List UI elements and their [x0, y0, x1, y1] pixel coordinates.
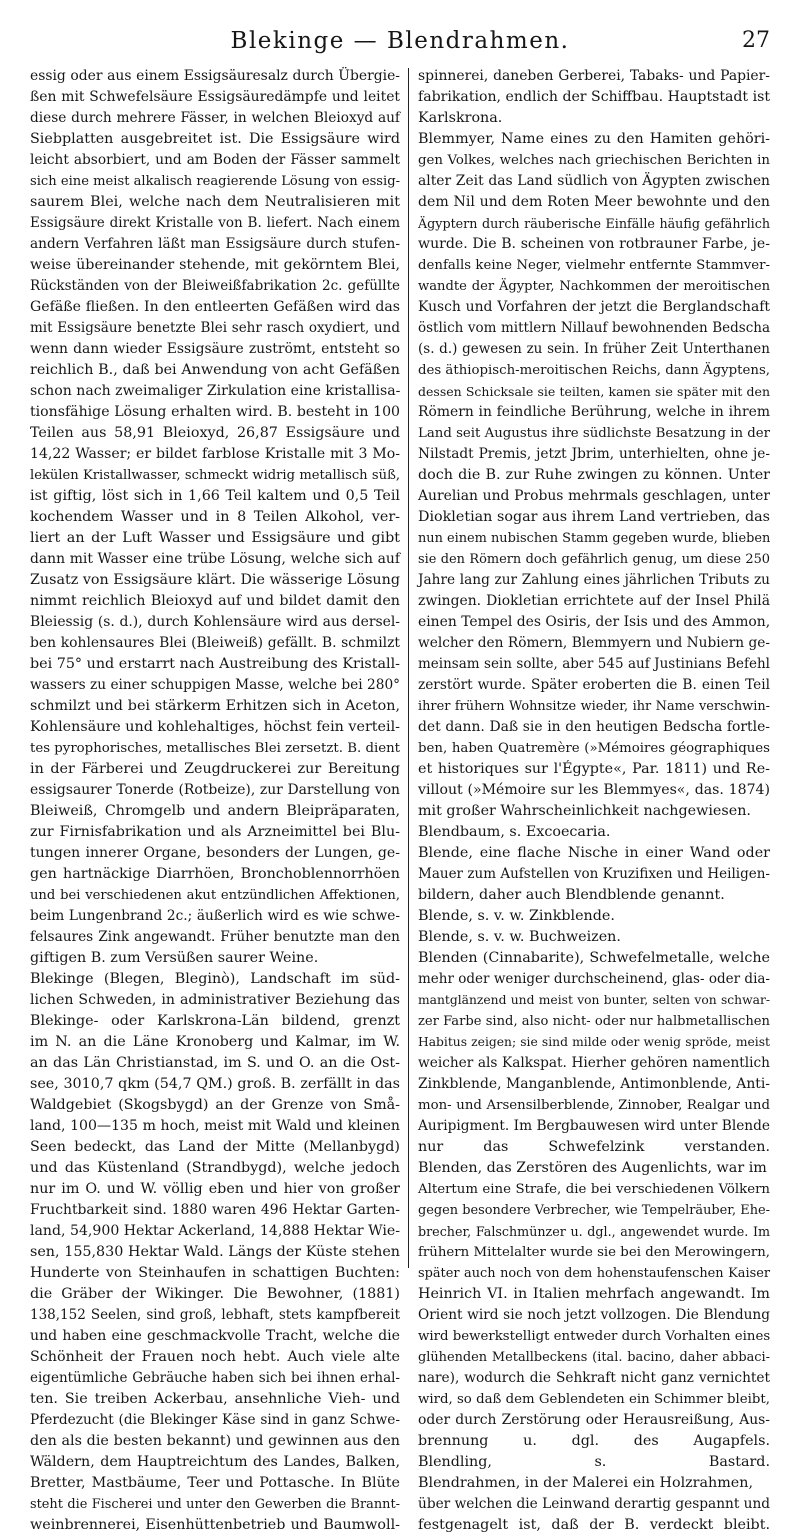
text-line: Habitus zeigen; sie sind milde oder wenig spröde, meist: [418, 1035, 770, 1049]
text-line: wenn dann wieder Essigsäure zuströmt, entsteht so: [30, 341, 400, 357]
text-line: tungen innerer Organe, besonders der Lungen, ge-: [30, 845, 400, 861]
text-line: Blendbaum, s. Excoecaria.: [418, 824, 611, 840]
text-line: Mauer zum Aufstellen von Kruzifixen und Heiligen-: [418, 866, 770, 882]
text-line: sie den Römern doch gefährlich genug, um diese 250: [418, 552, 770, 567]
text-line: ist giftig, löst sich in 1,66 Teil kaltem und 0,5 Teil: [30, 488, 400, 504]
text-line: Kohlensäure und kohlehaltiges, höchst fein verteil-: [30, 719, 400, 735]
text-line: ten. Sie treiben Ackerbau, ansehnliche Vieh- und: [30, 1391, 400, 1407]
text-line: Pferdezucht (die Blekinger Käse sind in ganz Schwe-: [30, 1412, 400, 1428]
text-line: brecher, Falschmünzer u. dgl., angewendet wurde. Im: [418, 1224, 770, 1239]
text-line: östlich vom mittlern Nillauf bewohnenden Bedscha: [418, 320, 770, 336]
text-line: Nilstadt Premis, jetzt Jbrim, unterhielten, ohne je-: [418, 446, 770, 462]
right-column: [418, 66, 771, 1533]
text-line: Kusch und Vorfahren der jetzt die Berglandschaft: [418, 299, 770, 315]
text-line: mantglänzend und meist von bunter, selten von schwar-: [418, 993, 770, 1007]
text-line: nare), wodurch die Sehkraft nicht ganz vernichtet: [418, 1370, 770, 1386]
text-line: brennung u. dgl. des Augapfels.: [418, 1433, 770, 1449]
text-line: mit Essigsäure benetzte Blei sehr rasch oxydiert, und: [30, 320, 400, 336]
text-line: 14,22 Wasser; er bildet farblose Kristalle mit 3 Mo-: [30, 446, 400, 462]
text-line: tes pyrophorisches, metallisches Blei zersetzt. B. dient: [30, 741, 400, 756]
text-line: welcher den Römern, Blemmyern und Nubiern ge-: [418, 635, 770, 651]
text-line: Hunderte von Steinhaufen in schattigen Buchten:: [30, 1265, 400, 1281]
text-line: ben, haben Quatremère (»Mémoires géographiques: [418, 741, 770, 756]
text-line: felsaures Zink angewandt. Früher benutzte man den: [30, 929, 400, 945]
text-line: zer Farbe sind, also nicht- oder nur halbmetallischen: [418, 1014, 770, 1029]
text-line: schon nach zweimaliger Zirkulation eine kristallisa-: [30, 383, 401, 399]
text-line: zwingen. Diokletian errichtete auf der Insel Philä: [418, 593, 770, 609]
text-line: Aurelian und Probus mehrmals geschlagen, unter: [418, 488, 770, 504]
text-line: einen Tempel des Osiris, der Isis und des Ammon,: [418, 614, 771, 630]
text-line: frühern Mittelalter wurde sie bei den Merowingern,: [418, 1245, 770, 1260]
text-line: steht die Fischerei und unter den Gewerben die Brannt-: [30, 1497, 400, 1512]
text-line: meinsam sein sollte, aber 545 auf Justinians Befehl: [418, 656, 770, 672]
text-line: Blekinge- oder Karlskrona-Län bildend, grenzt: [30, 1013, 400, 1029]
column-divider: [408, 68, 409, 1268]
text-line: 138,152 Seelen, sind groß, lebhaft, stets kampfbereit: [30, 1307, 400, 1323]
text-line: dessen Schicksale sie teilten, kamen sie später mit den: [418, 384, 770, 399]
text-line: lekülen Kristallwasser, schmeckt widrig metallisch süß,: [30, 468, 400, 483]
text-line: Blemmyer, Name eines zu den Hamiten gehöri-: [418, 131, 770, 147]
text-line: mon- und Arsensilberblende, Zinnober, Realgar und: [418, 1098, 770, 1113]
text-line: essig oder aus einem Essigsäuresalz durch Übergie-: [30, 68, 400, 84]
text-line: (s. d.) gewesen zu sein. In früher Zeit Unterthanen: [418, 341, 770, 357]
text-line: weicher als Kalkspat. Hierher gehören namentlich: [418, 1055, 770, 1071]
text-line: nur im O. und W. völlig eben und hier von großer: [30, 1181, 400, 1197]
text-line: alter Zeit das Land südlich von Ägypten zwischen: [418, 173, 770, 189]
text-line: essigsaurer Tonerde (Rotbeize), zur Darstellung von: [30, 782, 400, 798]
text-line: land, 100—135 m hoch, meist mit Wald und kleinen: [30, 1118, 400, 1134]
text-line: Auripigment. Im Bergbauwesen wird unter Blende: [418, 1118, 770, 1134]
text-line: Jahre lang zur Zahlung eines jährlichen Tributs zu: [418, 572, 770, 588]
text-line: Ägyptern durch räuberische Einfälle häufig gefährlich: [418, 216, 770, 231]
text-line: zur Firnisfabrikation und als Arzneimittel bei Blu-: [30, 824, 400, 840]
text-line: spinnerei, daneben Gerberei, Tabaks- und Papier-: [418, 68, 770, 84]
text-line: wird bewerkstelligt entweder durch Vorhalten eines: [418, 1329, 771, 1344]
text-line: oder durch Zerstörung oder Herausreißung, Aus-: [418, 1412, 770, 1428]
text-line: land, 54,900 Hektar Ackerland, 14,888 Hektar Wie-: [30, 1223, 400, 1239]
text-line: schmilzt und bei stärkerm Erhitzen sich in Aceton,: [30, 698, 400, 714]
text-line: diese durch mehrere Fässer, in welchen Bleioxyd auf: [30, 110, 400, 126]
text-line: Wäldern, dem Hauptreichtum des Landes, Balken,: [30, 1454, 400, 1470]
text-line: Essigsäure direkt Kristalle von B. liefert. Nach einem: [30, 215, 400, 231]
text-line: gegen besondere Verbrecher, wie Tempelräuber, Ehe-: [418, 1203, 770, 1218]
text-line: doch die B. zur Ruhe zwingen zu können. Unter: [418, 467, 770, 483]
left-column: [30, 66, 401, 1533]
text-line: und das Küstenland (Strandbygd), welche jedoch: [30, 1160, 400, 1176]
text-line: weise übereinander stehende, mit gekörntem Blei,: [30, 257, 400, 273]
text-line: wandte der Ägypter, Nachkommen der meroitischen: [418, 279, 770, 294]
text-line: gen hartnäckige Diarrhöen, Bronchoblennorrhöen: [30, 866, 400, 882]
text-line: leicht absorbiert, und am Boden der Fässer sammelt: [30, 152, 400, 168]
text-line: Siebplatten ausgebreitet ist. Die Essigsäure wird: [30, 131, 400, 147]
text-line: det dann. Daß sie in den heutigen Bedscha fortle-: [418, 719, 770, 735]
text-line: fabrikation, endlich der Schiffbau. Hauptstadt ist: [418, 89, 770, 105]
text-line: see, 3010,7 qkm (54,7 QM.) groß. B. zerfällt in das: [30, 1076, 400, 1092]
text-line: tionsfähige Lösung erhalten wird. B. besteht in 100: [30, 404, 400, 420]
text-line: wurde. Die B. scheinen von rotbrauner Farbe, je-: [418, 236, 770, 252]
text-line: weinbrennerei, Eisenhüttenbetrieb und Baumwoll-: [30, 1517, 400, 1533]
text-line: Blendrahmen, in der Malerei ein Holzrahmen,: [418, 1475, 754, 1491]
text-line: festgenagelt ist, daß der B. verdeckt bleibt.: [418, 1517, 770, 1533]
text-line: sich eine meist alkalisch reagierende Lösung von essig-: [30, 174, 401, 189]
text-line: zerstört wurde. Später eroberten die B. einen Teil: [418, 677, 770, 693]
text-line: nimmt reichlich Bleioxyd auf und bildet damit den: [30, 593, 400, 609]
text-line: villout (»Mémoire sur les Blemmyes«, das. 1874): [418, 782, 770, 798]
running-title: Blekinge — Blendrahmen.: [230, 28, 570, 54]
text-line: Altertum eine Strafe, die bei verschiedenen Völkern: [418, 1182, 770, 1197]
text-line: ben kohlensaures Blei (Bleiweiß) gefällt. B. schmilzt: [30, 635, 400, 651]
text-line: Seen bedeckt, das Land der Mitte (Mellanbygd): [30, 1139, 400, 1155]
text-line: Schönheit der Frauen noch hebt. Auch viele alte: [30, 1349, 400, 1365]
text-line: Zusatz von Essigsäure klärt. Die wässerige Lösung: [30, 572, 400, 588]
text-line: nur das Schwefelzink verstanden.: [418, 1139, 770, 1155]
text-line: Bleiweiß, Chromgelb und andern Bleipräparaten,: [30, 803, 400, 819]
text-line: nun einem nubischen Stamm gegeben wurde, blieben: [418, 531, 771, 546]
text-line: den als die besten bekannt) und gewinnen aus den: [30, 1433, 400, 1449]
text-line: Rückständen von der Bleiweißfabrikation 2c. gefüllte: [30, 278, 400, 294]
text-line: im N. an die Läne Kronoberg und Kalmar, im W.: [30, 1034, 400, 1050]
text-line: Land seit Augustus ihre südlichste Besatzung in der: [418, 426, 770, 441]
text-line: bei 75° und erstarrt nach Austreibung des Kristall-: [30, 656, 400, 672]
text-line: an das Län Christianstad, im S. und O. an die Ost-: [30, 1055, 400, 1071]
text-line: Blendling, s. Bastard.: [418, 1454, 770, 1470]
text-line: mehr oder weniger durchscheinend, glas- oder dia-: [418, 971, 770, 987]
text-line: Teilen aus 58,91 Bleioxyd, 26,87 Essigsäure und: [30, 425, 400, 441]
text-line: Blenden, das Zerstören des Augenlichts, war im: [418, 1160, 767, 1176]
text-line: über welchen die Leinwand derartig gespannt und: [418, 1496, 771, 1512]
text-line: Blende, s. v. w. Zinkblende.: [418, 908, 615, 924]
text-line: Blende, s. v. w. Buchweizen.: [418, 929, 621, 945]
text-line: Blekinge (Blegen, Bleginò), Landschaft im süd-: [30, 971, 400, 987]
text-line: lichen Schweden, in administrativer Beziehung das: [30, 992, 400, 1008]
page-number: 27: [742, 28, 770, 53]
text-line: denfalls keine Neger, vielmehr entfernte Stammver-: [418, 258, 770, 273]
text-line: gen Volkes, welches nach griechischen Berichten in: [418, 153, 770, 168]
text-line: des äthiopisch-meroitischen Reichs, dann Ägyptens,: [418, 363, 770, 378]
text-line: Waldgebiet (Skogsbygd) an der Grenze von Små-: [30, 1097, 400, 1113]
text-line: saurem Blei, welche nach dem Neutralisieren mit: [30, 194, 400, 210]
text-line: Bretter, Mastbäume, Teer und Pottasche. In Blüte: [30, 1475, 400, 1491]
page-header: [30, 28, 770, 62]
text-line: wassers zu einer schuppigen Masse, welche bei 280°: [30, 677, 400, 693]
text-line: Zinkblende, Manganblende, Antimonblende, Anti-: [418, 1076, 770, 1092]
text-line: dem Nil und dem Roten Meer bewohnte und den: [418, 194, 770, 210]
text-line: mit großer Wahrscheinlichkeit nachgewiesen.: [418, 803, 751, 819]
text-line: die Gräber der Wikinger. Die Bewohner, (1881): [30, 1286, 400, 1302]
text-line: Orient wird sie noch jetzt vollzogen. Die Blendung: [418, 1307, 770, 1323]
text-line: Bleiessig (s. d.), durch Kohlensäure wird aus dersel-: [30, 614, 400, 630]
text-line: andern Verfahren läßt man Essigsäure durch stufen-: [30, 236, 400, 252]
text-line: Blende, eine flache Nische in einer Wand oder: [418, 845, 770, 861]
text-line: beim Lungenbrand 2c.; äußerlich wird es wie schwe-: [30, 908, 400, 924]
text-line: und haben eine geschmackvolle Tracht, welche die: [30, 1328, 400, 1344]
text-line: eigentümliche Gebräuche haben sich bei ihnen erhal-: [30, 1370, 400, 1386]
text-line: Diokletian sogar aus ihrem Land vertrieben, das: [418, 509, 770, 525]
text-line: liert an der Luft Wasser und Essigsäure und gibt: [30, 530, 400, 546]
text-line: kochendem Wasser und in 8 Teilen Alkohol, ver-: [30, 509, 400, 525]
text-line: und bei verschiedenen akut entzündlichen Affektionen,: [30, 888, 400, 903]
text-line: glühenden Metallbeckens (ital. bacino, daher abbaci-: [418, 1350, 770, 1365]
text-line: Heinrich VI. in Italien mehrfach angewandt. Im: [418, 1286, 770, 1302]
text-line: Fruchtbarkeit sind. 1880 waren 496 Hektar Garten-: [30, 1202, 400, 1218]
text-line: Gefäße fließen. In den entleerten Gefäßen wird das: [30, 299, 400, 315]
text-line: et historiques sur l'Égypte«, Par. 1811) und Re-: [418, 761, 770, 777]
text-line: giftigen B. zum Versüßen saurer Weine.: [30, 950, 319, 966]
text-line: ihrer frühern Wohnsitze wieder, ihr Name verschwin-: [418, 699, 770, 714]
text-line: Karlskrona.: [418, 110, 503, 126]
text-line: später auch noch von dem hohenstaufenschen Kaiser: [418, 1266, 770, 1281]
text-line: in der Färberei und Zeugdruckerei zur Bereitung: [30, 761, 400, 777]
text-line: bildern, daher auch Blendblende genannt.: [418, 887, 725, 903]
text-line: wird, so daß dem Geblendeten ein Schimmer bleibt,: [418, 1392, 770, 1407]
text-line: Blenden (Cinnabarite), Schwefelmetalle, welche: [418, 950, 770, 966]
text-line: dann mit Wasser eine trübe Lösung, welche sich auf: [30, 551, 400, 567]
text-line: reichlich B., daß bei Anwendung von acht Gefäßen: [30, 362, 400, 378]
text-line: sen, 155,830 Hektar Wald. Längs der Küste stehen: [30, 1244, 400, 1260]
text-line: Römern in feindliche Berührung, welche in ihrem: [418, 404, 770, 420]
text-line: ßen mit Schwefelsäure Essigsäuredämpfe und leitet: [30, 89, 400, 105]
